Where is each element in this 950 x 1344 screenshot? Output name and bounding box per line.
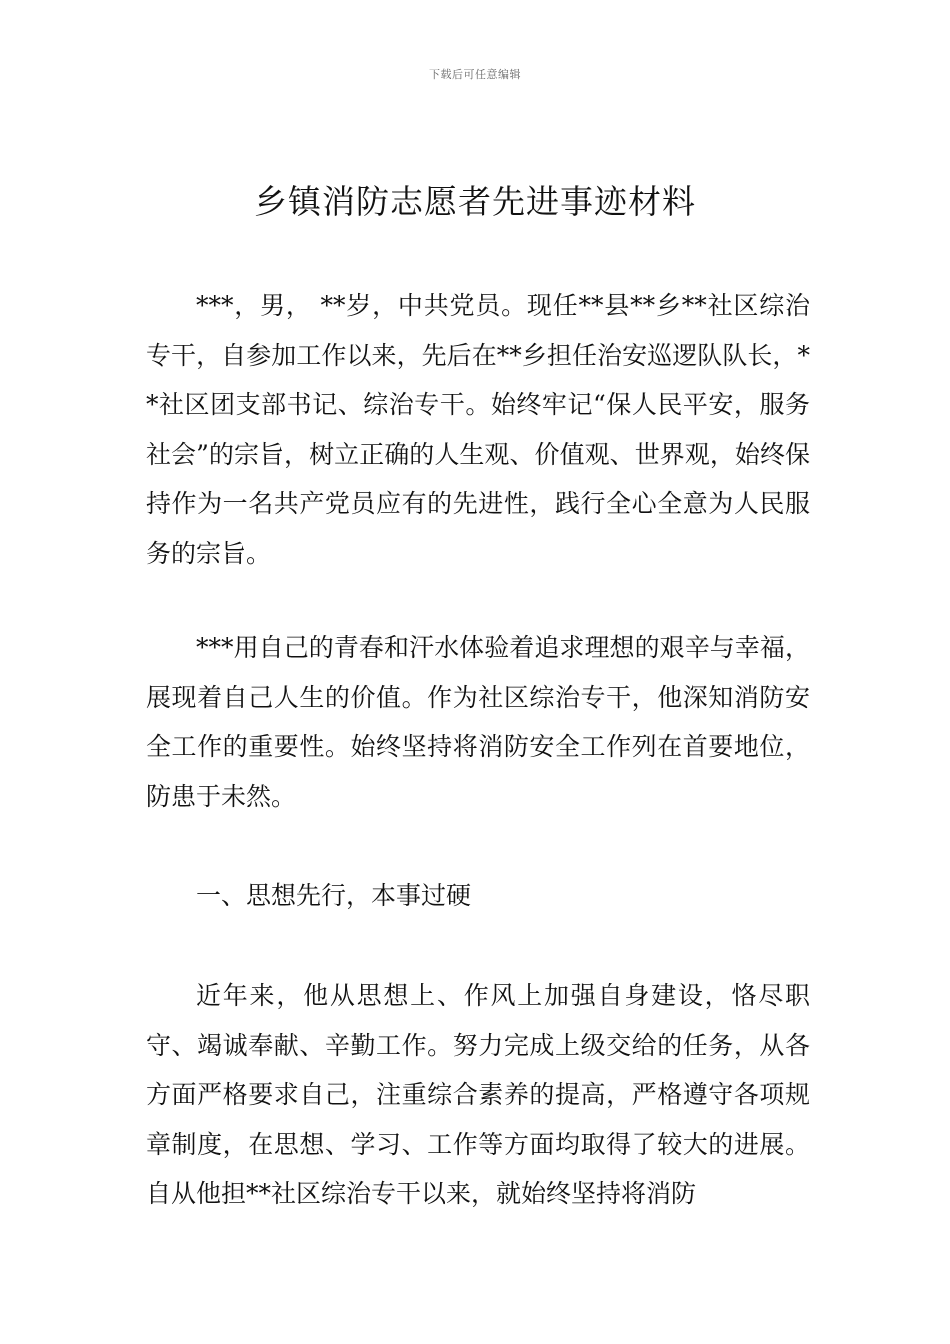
paragraph-values bbox=[146, 623, 810, 821]
paragraph-intro bbox=[146, 281, 810, 578]
paragraph-text: 近年来，他从思想上、作风上加强自身建设，恪尽职守、竭诚奉献、辛勤工作。努力完成上级交给的任务，从各方面严格要求自己，注重综合素养的提高，严格遵守各项规章制度，在思想、学习、工作等方面均取得了较大的进展。自从他担**社区综治专干以来，就始终坚持将消防 bbox=[146, 981, 810, 1208]
paragraph-text: ***用自己的青春和汗水体验着追求理想的艰辛与幸福，展现着自己人生的价值。作为社区综治专干，他深知消防安全工作的重要性。始终坚持将消防安全工作列在首要地位，防患于未然。 bbox=[146, 633, 810, 811]
section-heading bbox=[146, 871, 810, 921]
watermark-text: 下载后可任意编辑 bbox=[429, 68, 521, 81]
section-heading-text: 一、思想先行，本事过硬 bbox=[196, 881, 472, 910]
document-title: 乡镇消防志愿者先进事迹材料 bbox=[254, 182, 696, 221]
paragraph-section-body bbox=[146, 971, 810, 1219]
paragraph-text: ***，男， **岁，中共党员。现任**县**乡**社区综治专干，自参加工作以来，先后在**乡担任治安巡逻队队长，**社区团支部书记、综治专干。始终牢记“保人民平安，服务社会”的宗旨，树立正确的人生观、价值观、世界观，始终保持作为一名共产党员应有的先进性，践行全心全意为人民服务的宗旨。 bbox=[146, 291, 810, 568]
